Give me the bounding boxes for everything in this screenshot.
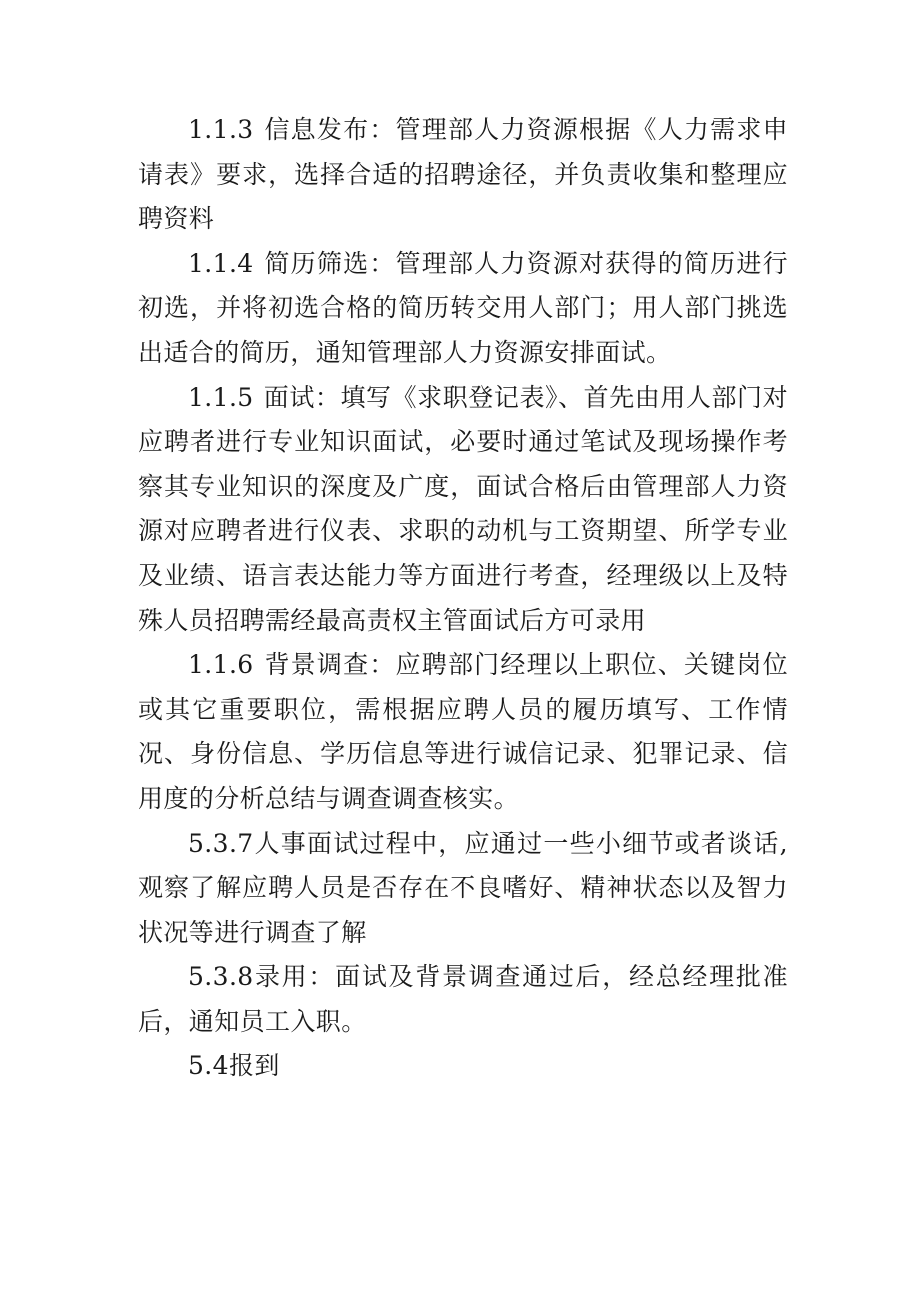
paragraph-text: 人事面试过程中，应通过一些小细节或者谈话,观察了解应聘人员是否存在不良嗜好、精神状态以及智力状况等进行调查了解	[138, 828, 788, 947]
paragraph-text: 背景调查：应聘部门经理以上职位、关键岗位或其它重要职位，需根据应聘人员的履历填写、工作情况、身份信息、学历信息等进行诚信记录、犯罪记录、信用度的分析总结与调查调查核实。	[138, 650, 788, 813]
section-number: 1.1.4	[188, 248, 254, 278]
paragraph-5-3-7	[138, 822, 788, 956]
section-number: 5.3.7	[188, 828, 254, 858]
paragraph-5-4	[138, 1044, 788, 1089]
paragraph-1-1-3	[138, 108, 788, 242]
paragraph-text: 录用：面试及背景调查通过后，经总经理批准后，通知员工入职。	[138, 962, 788, 1036]
section-number: 5.4	[188, 1051, 229, 1081]
paragraph-1-1-5	[138, 376, 788, 644]
section-number: 1.1.3	[188, 115, 254, 144]
paragraph-1-1-6	[138, 643, 788, 821]
section-number: 1.1.6	[188, 650, 254, 680]
paragraph-text: 信息发布：管理部人力资源根据《人力需求申请表》要求，选择合适的招聘途径，并负责收集和整理应聘资料	[138, 115, 788, 234]
document-body	[138, 108, 788, 1089]
paragraph-text: 面试：填写《求职登记表》、首先由用人部门对应聘者进行专业知识面试，必要时通过笔试及现场操作考察其专业知识的深度及广度，面试合格后由管理部人力资源对应聘者进行仪表、求职的动机与工资期望、所学专业及业绩、语言表达能力等方面进行考查，经理级以上及特殊人员招聘需经最高责权主管面试后方可录用	[138, 382, 788, 635]
section-number: 5.3.8	[188, 962, 254, 992]
paragraph-text: 简历筛选：管理部人力资源对获得的简历进行初选，并将初选合格的简历转交用人部门；用人部门挑选出适合的简历，通知管理部人力资源安排面试。	[138, 248, 788, 367]
paragraph-text: 报到	[228, 1051, 280, 1081]
section-number: 1.1.5	[188, 382, 254, 412]
paragraph-5-3-8	[138, 955, 788, 1044]
paragraph-1-1-4	[138, 242, 788, 376]
